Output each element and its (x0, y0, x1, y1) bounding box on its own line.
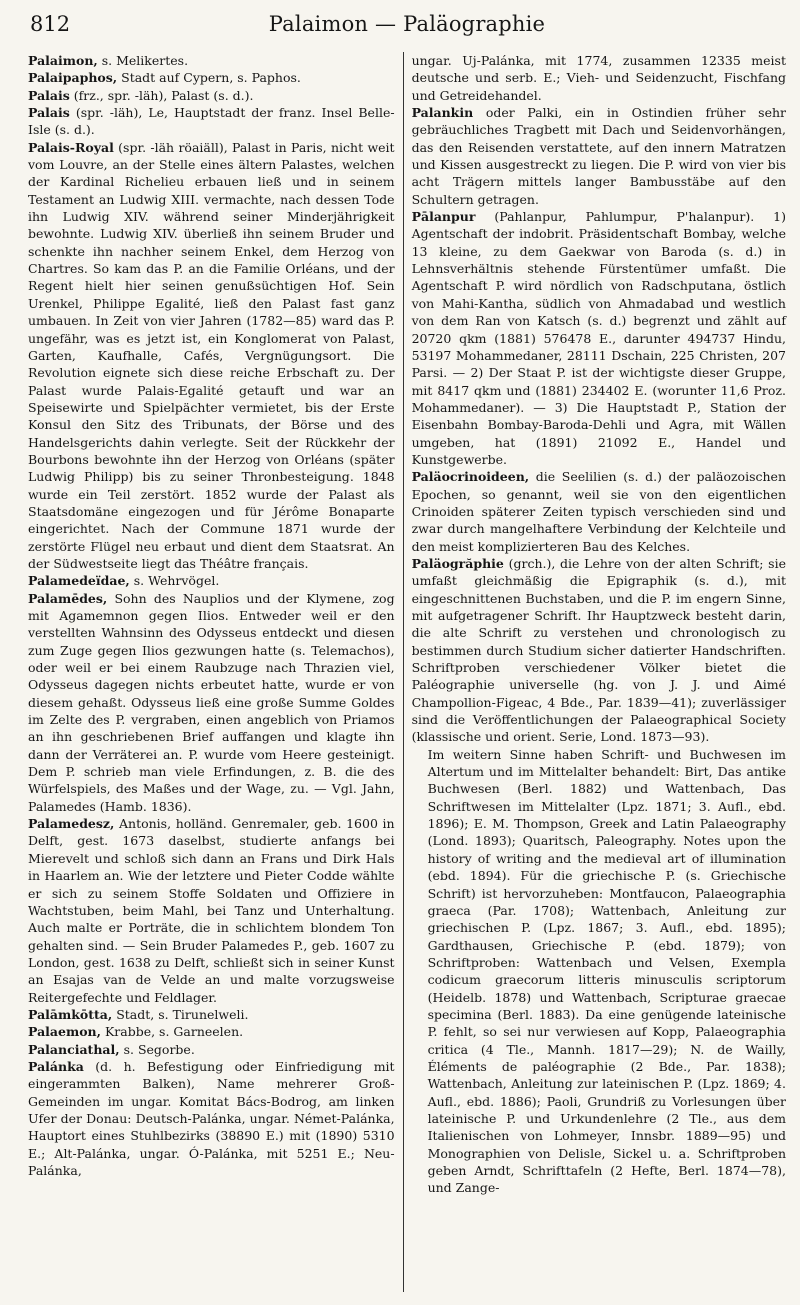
dictionary-entry (412, 468, 786, 555)
entry-text: ungar. Uj-Palánka, mit 1774, zusammen 12335 meist deutsche und serb. E.; Vieh- und Seidenzucht, Fischfang und Getreidehandel. (411, 53, 786, 103)
entry-headword: Palais (28, 105, 70, 121)
entry-text: Sohn des Nauplios und der Klymene, zog mit Agamemnon gegen Ilios. Entweder weil er den verstellten Wahnsinn des Odysseus entdeckt und diesen zum Zuge gegen Ilios gezwungen hatte (s. Telemachos), oder weil er bei einem Raubzuge nach Thrazien viel, Odysseus dagegen nichts erbeutet hatte, wurde er von diesem gehaßt. Odysseus ließ eine große Summe Goldes im Zelte des P. vergraben, einen angeblich von Priamos an ihn geschriebenen Brief auffangen und klagte ihn dann der Verräterei an. P. wurde vom Heere gesteinigt. Dem P. schrieb man viele Erfindungen, z. B. die des Würfelspiels, des Maßes und der Wage, zu. — Vgl. Jahn, Palamedes (Hamb. 1836). (28, 590, 395, 814)
dictionary-entry (28, 1041, 395, 1058)
entry-text: (grch.), die Lehre von der alten Schrift; sie umfaßt gleichmäßig die Epigraphik (s. d.), mit eingeschnittenen Buchstaben, und die P. im engern Sinne, mit aufgetragener Schrift. Ihr Hauptzweck besteht darin, die alte Schrift zu verstehen und chronologisch zu bestimmen durch Studium sicher datierter Handschriften. Schriftproben verschiedener Völker bietet die Paléographie universelle (hg. von J. J. und Aimé Champollion-Figeac, 4 Bde., Par. 1839—41); zuverlässiger sind die Veröffentlichungen der Palaeographical Society (klassische und orient. Serie, Lond. 1873—93). (411, 555, 786, 745)
entry-text: (d. h. Befestigung oder Einfriedigung mit eingerammten Balken), Name mehrerer Groß-Gemeinden im ungar. Komitat Bács-Bodrog, am linken Ufer der Donau: Deutsch-Palánka, ungar. Német-Palánka, Hauptort eines Stuhlbezirks (38890 E.) mit (1890) 5310 E.; Alt-Palánka, ungar. Ó-Palánka, mit 5251 E.; Neu-Palánka, (28, 1058, 395, 1178)
entry-headword: Palais (28, 87, 70, 103)
entry-headword: Palamedeïdae, (28, 573, 130, 589)
page-number: 812 (30, 12, 71, 36)
entry-headword: Palaemon, (28, 1024, 101, 1040)
dictionary-entry (28, 52, 395, 69)
dictionary-entry (28, 572, 395, 589)
dictionary-entry (28, 1006, 395, 1023)
entry-headword: Palaimon, (28, 53, 98, 68)
entry-text: s. Segorbe. (119, 1041, 195, 1057)
right-column (403, 52, 786, 1292)
entry-headword: Palamedesz, (28, 816, 115, 832)
entry-text: (Pahlanpur, Pahlumpur, P'halanpur). 1) Agentschaft der indobrit. Präsidentschaft Bombay, welche 13 kleine, zu dem Gaekwar von Baroda (s. d.) in Lehnsverhältnis stehende Fürstentümer umfaßt. Die Agentschaft P. wird nördlich von Radschputana, östlich von Mahi-Kantha, südlich von Ahmadabad und westlich von dem Ran von Katsch (s. d.) begrenzt und zählt auf 20720 qkm (1881) 576478 E., darunter 494737 Hindu, 53197 Mohammedaner, 28111 Dschain, 225 Christen, 207 Parsi. — 2) Der Staat P. ist der wichtigste dieser Gruppe, mit 8417 qkm und (1881) 234402 E. (worunter 11,6 Proz. Mohammedaner). — 3) Die Hauptstadt P., Station der Eisenbahn Bombay-Baroda-Dehli und Agra, mit Wällen umgeben, hat (1891) 21092 E., Handel und Kunstgewerbe. (411, 209, 786, 467)
entry-text: s. Melikertes. (97, 53, 189, 68)
entry-text: (frz., spr. -läh), Palast (s. d.). (69, 87, 254, 103)
entry-text: Im weitern Sinne haben Schrift- und Buchwesen im Altertum und im Mittelalter behandelt: Birt, Das antike Buchwesen (Berl. 1882) und Wattenbach, Das Schriftwesen im Mittelalter (Lpz. 1871; 3. Aufl., ebd. 1896); E. M. Thompson, Greek and Latin Palaeography (Lond. 1893); Quaritsch, Paleography. Notes upon the history of writing and the medieval art of illumination (ebd. 1894). Für die griechische P. (s. Griechische Schrift) ist hervorzuheben: Montfaucon, Palaeographia graeca (Par. 1708); Wattenbach, Anleitung zur griechischen P. (Lpz. 1867; 3. Aufl., ebd. 1895); Gardthausen, Griechische P. (ebd. 1879); von Schriftproben: Wattenbach und Velsen, Exempla codicum graecorum litteris minusculis scriptorum (Heidelb. 1878) und Wattenbach, Scripturae graecae specimina (Berl. 1883). Da eine genügende lateinische P. fehlt, so sei nur verwiesen auf Kopp, Palaeographia critica (4 Tle., Mannh. 1817—29); N. de Wailly, Éléments de paléographie (2 Bde., Par. 1838); Wattenbach, Anleitung zur lateinischen P. (Lpz. 1869; 4. Aufl., ebd. 1886); Paoli, Grundriß zu Vorlesungen über lateinische P. und Urkundenlehre (2 Tle., aus dem Italienischen von Lohmeyer, Innsbr. 1889—95) und Monographien von Delisle, Sickel u. a. Schriftproben geben Arndt, Schrifttafeln (2 Hefte, Berl. 1874—78), und Zange- (427, 746, 786, 1196)
entry-headword: Palanciathal, (28, 1041, 120, 1057)
entry-headword: Paläogrăphie (411, 555, 504, 571)
dictionary-entry (412, 555, 786, 746)
dictionary-entry (28, 590, 395, 815)
entry-text: (spr. -läh), Le, Hauptstadt der franz. Insel Belle-Isle (s. d.). (28, 105, 395, 138)
entry-text: Stadt, s. Tirunelweli. (112, 1006, 249, 1022)
running-head: Palaimon — Paläographie (268, 12, 546, 36)
entry-text: (spr. -läh röaiäll), Palast in Paris, nicht weit vom Louvre, an der Stelle eines ältern Palastes, welchen der Kardinal Richelieu erbauen ließ und in seinem Testament an Ludwig XIII. vermachte, nach dessen Tode ihn Ludwig XIV. während seiner Minderjährigkeit bewohnte. Ludwig XIV. überließ ihn seinem Bruder und schenkte ihn nachher seinem Enkel, dem Herzog von Chartres. So kam das P. an die Familie Orléans, und der Regent hielt hier seinen genußsüchtigen Hof. Sein Urenkel, Philippe Egalité, ließ den Palast fast ganz umbauen. In Zeit von vier Jahren (1782—85) ward das P. ungefähr, was es jetzt ist, ein Konglomerat von Palast, Garten, Kaufhalle, Cafés, Vergnügungsort. Die Revolution eignete sich diese reiche Erbschaft zu. Der Palast wurde Palais-Egalité getauft und war an Speisewirte und Spielpächter vermietet, bis der Erste Konsul den Sitz des Tribunats, der Börse und des Handelsgerichts dahin verlegte. Seit der Rückkehr der Bourbons bewohnte ihn der Herzog von Orléans (später Ludwig Philipp) bis zu seiner Thronbesteigung. 1848 wurde ein Teil zerstört. 1852 wurde der Palast als Staatsdomäne eingezogen und für Jérôme Bonaparte eingerichtet. Nach der Commune 1871 wurde der zerstörte Flügel neu erbaut und dient dem Staatsrat. An der Südwestseite liegt das Théâtre français. (28, 139, 395, 571)
dictionary-entry (28, 139, 395, 573)
dictionary-entry (28, 1058, 395, 1179)
entry-headword: Pālanpur (411, 209, 476, 225)
entry-text: die Seelilien (s. d.) der paläozoischen Epochen, so genannt, weil sie von den eigentlichen Crinoiden späterer Zeiten typisch verschieden sind und zwar durch mangelhaftere Verbindung der Kelchteile und den meist komplizierteren Bau des Kelches. (411, 469, 786, 554)
dictionary-entry (412, 746, 786, 1197)
entry-headword: Palais-Royal (28, 139, 114, 155)
entry-text: Antonis, holländ. Genremaler, geb. 1600 in Delft, gest. 1673 daselbst, studierte anfangs bei Mierevelt und schloß sich dann an Frans und Dirk Hals in Haarlem an. Wie der letztere und Pieter Codde wählte er sich zu seinem Stoffe Soldaten und Offiziere in Wachtstuben, beim Mahl, bei Tanz und Unterhaltung. Auch malte er Porträte, die in schlichtem blondem Ton gehalten sind. — Sein Bruder Palamedes P., geb. 1607 zu London, gest. 1638 zu Delft, schließt sich in seiner Kunst an Esajas van de Velde an und malte vorzugsweise Reitergefechte und Feldlager. (28, 816, 395, 1005)
entry-text: oder Palki, ein in Ostindien früher sehr gebräuchliches Tragbett mit Dach und Seidenvorhängen, das den Reisenden verstattete, auf den innern Matratzen und Kissen ausgestreckt zu liegen. Die P. wird von vier bis acht Trägern mittels langer Bambusstäbe auf den Schultern getragen. (411, 105, 786, 207)
left-column (28, 52, 403, 1292)
dictionary-entry (28, 815, 395, 1006)
dictionary-entry (28, 69, 395, 86)
entry-text: Stadt auf Cypern, s. Paphos. (117, 70, 301, 86)
entry-headword: Palaipaphos, (28, 70, 118, 86)
dictionary-entry (412, 52, 786, 104)
text-columns (28, 52, 786, 1292)
dictionary-entry (412, 104, 786, 208)
dictionary-entry (28, 104, 395, 139)
dictionary-entry (28, 1023, 395, 1040)
dictionary-entry (28, 87, 395, 104)
entry-headword: Paläocrinoideen, (411, 469, 530, 485)
entry-headword: Palánka (28, 1058, 84, 1074)
entry-headword: Palāmkōtta, (28, 1006, 113, 1022)
dictionary-entry (412, 208, 786, 468)
page-header (28, 10, 786, 52)
entry-text: s. Wehrvögel. (129, 573, 220, 589)
entry-headword: Palankin (411, 105, 474, 121)
entry-text: Krabbe, s. Garneelen. (100, 1024, 244, 1040)
entry-headword: Palamēdes, (28, 590, 108, 606)
